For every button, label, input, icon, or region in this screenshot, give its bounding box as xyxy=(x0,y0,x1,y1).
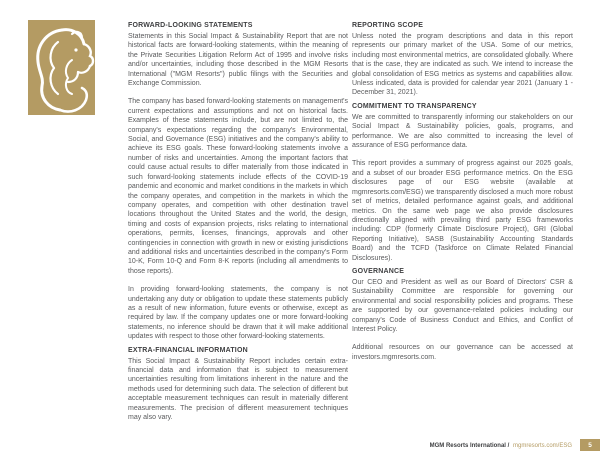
paragraph: Our CEO and President as well as our Board of Directors' CSR & Sustainability Committee are responsible for governing our environmental and social responsibility policies and programs. These are supported by our governance-related policies including our company's Code of Business Conduct and Ethics, and Conflict of Interest Policy. xyxy=(352,278,573,333)
left-column xyxy=(128,21,348,422)
section-reporting-scope xyxy=(352,21,573,98)
paragraph: This report provides a summary of progress against our 2025 goals, and a subset of our broader ESG performance metrics. On the ESG disclosures page of our ESG website (available at mgmresorts.com/ESG) we transparently disclosed a much more robust set of metrics, detailed performance against goals, and additional metrics. On the same web page we also provide disclosures directionally aligned with prevailing third party ESG frameworks including: CDP (formerly Climate Disclosure Project), GRI (Global Reporting Initiative), SASB (Sustainability Accounting Standards Board) and the TCFD (Taskforce on Climate Related Financial Disclosures). xyxy=(352,160,573,262)
paragraph: Unless noted the program descriptions and data in this report represents our primary market of the USA. Some of our metrics, including most environmental metrics, are consolidated globally. Where that is the case, they are indicated as such. We intend to increase the global consolidation of ESG metrics as systems and capabilities allow. Unless indicated, data is provided for calendar year 2021 (January 1 - December 31, 2021). xyxy=(352,33,573,97)
footer-esg-link[interactable]: mgmresorts.com/ESG xyxy=(512,443,572,449)
mgm-lion-icon xyxy=(28,20,95,115)
footer-company-name: MGM Resorts International / xyxy=(429,443,510,449)
paragraph: The company has based forward-looking statements on management's current expectations and assumptions and not on historical facts. Examples of these statements include, but are not limited to, the company's expectations regarding the company's Environmental, Social, and Governance (ESG) initiatives and the company's ability to achieve its ESG goals. These forward-looking statements involve a number of risks and uncertainties. Among the important factors that could cause actual results to differ materially from those indicated in such forward-looking statements include effects of the COVID-19 pandemic and economic and market conditions in the markets in which the company operates, and competition in the markets in which the company operates, and competition with other destination travel locations throughout the United States and the world, the design, timing and costs of expansion projects, risks relating to international operations, permits, licenses, financings, approvals and other contingencies in connection with growth in new or existing jurisdictions and additional risks and uncertainties described in the company's Form 10-K, Form 10-Q and Form 8-K reports (including all amendments to those reports). xyxy=(128,98,349,275)
mgm-lion-logo xyxy=(28,20,95,115)
paragraph: We are committed to transparently informing our stakeholders on our Social Impact & Sustainability policies, goals, programs, and performance. We are also committed to increasing the level of assurance of ESG performance data. xyxy=(352,113,573,150)
right-column xyxy=(352,21,573,362)
section-heading: GOVERNANCE xyxy=(352,267,405,275)
paragraph: This Social Impact & Sustainability Report includes certain extra-financial data and information that is subject to measurement uncertainties resulting from limitations inherent in the nature and the methods used for determining such data. The selection of different but acceptable measurement techniques can result in materially different measurements. The precision of different measurement techniques may also vary. xyxy=(128,357,348,422)
section-governance xyxy=(352,267,573,362)
paragraph: Statements in this Social Impact & Sustainability Report that are not historical facts are forward-looking statements, within the meaning of the Private Securities Litigation Reform Act of 1995 and involve risks and/or uncertainties, including those described in the MGM Resorts International ("MGM Resorts") public filings with the Securities and Exchange Commission. xyxy=(128,33,348,88)
paragraph: Additional resources on our governance can be accessed at investors.mgmresorts.com. xyxy=(352,344,573,361)
section-commitment-to-transparency xyxy=(352,102,573,263)
section-heading: FORWARD-LOOKING STATEMENTS xyxy=(128,22,253,29)
page-number-badge: 5 xyxy=(580,439,600,451)
paragraph: In providing forward-looking statements, the company is not undertaking any duty or obligation to update these statements publicly as a result of new information, future events or otherwise, except as required by law. If the company updates one or more forward-looking statements, no inference should be drawn that it will make additional updates with respect to those other forward-looking statements. xyxy=(128,286,348,341)
section-heading: EXTRA-FINANCIAL INFORMATION xyxy=(128,346,248,354)
page-footer xyxy=(430,442,572,450)
section-heading: REPORTING SCOPE xyxy=(352,22,424,29)
section-extra-financial-information xyxy=(128,346,348,423)
section-forward-looking-statements xyxy=(128,21,348,342)
section-heading: COMMITMENT TO TRANSPARENCY xyxy=(352,102,477,110)
